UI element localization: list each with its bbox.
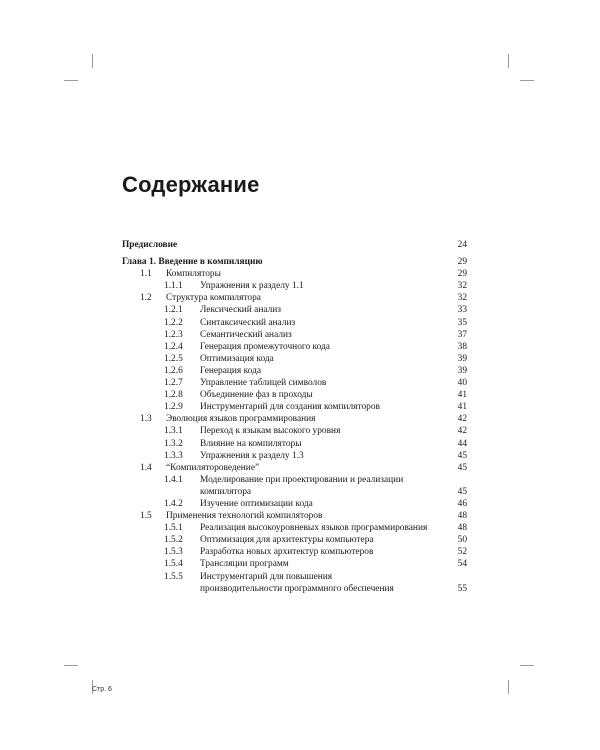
crop-mark <box>64 665 78 666</box>
toc-entry-subsection[interactable] <box>122 534 467 546</box>
toc-entry-subsection[interactable] <box>122 341 467 353</box>
toc-page-number: 35 <box>457 317 467 328</box>
crop-mark <box>520 665 534 666</box>
toc-section-number: 1.5.1 <box>164 523 183 534</box>
toc-entry-section[interactable] <box>122 292 467 304</box>
toc-page-number: 48 <box>457 511 467 522</box>
toc-entry-title: Управление таблицей символов <box>200 378 327 389</box>
toc-section-number: 1.5.2 <box>164 535 183 546</box>
toc-page-number: 55 <box>457 583 467 594</box>
toc-entry-subsection[interactable] <box>122 329 467 341</box>
toc-page-number: 45 <box>457 486 467 497</box>
toc-entry-subsection[interactable] <box>122 365 467 377</box>
toc-entry-title: Генерация промежуточного кода <box>200 341 330 352</box>
toc-section-number: 1.3.1 <box>164 426 183 437</box>
crop-mark <box>508 680 509 694</box>
toc-entry-title: Объединение фаз в проходы <box>200 390 313 401</box>
toc-section-number: 1.2.5 <box>164 353 183 364</box>
toc-page-number: 39 <box>457 353 467 364</box>
toc-page-number: 38 <box>457 341 467 352</box>
toc-page-number: 41 <box>457 402 467 413</box>
toc-entry-subsection[interactable] <box>122 558 467 570</box>
toc-entry-title: Эволюция языков программирования <box>166 414 316 425</box>
toc-entry-subsection[interactable] <box>122 571 467 583</box>
toc-section-number: 1.2.7 <box>164 378 183 389</box>
toc-entry-subsection[interactable] <box>122 450 467 462</box>
toc-section-number: 1.5.4 <box>164 559 183 570</box>
toc-section-number: 1.2 <box>140 293 152 304</box>
toc-entry-title: Инструментарий для повышения <box>200 571 333 582</box>
toc-section-number: 1.2.6 <box>164 365 183 376</box>
toc-section-number: 1.5 <box>140 511 152 522</box>
toc-section-number: 1.2.2 <box>164 317 183 328</box>
toc-entry-section[interactable] <box>122 462 467 474</box>
toc-page-number: 32 <box>457 293 467 304</box>
toc-entry-section[interactable] <box>122 268 467 280</box>
toc-page-number: 39 <box>457 365 467 376</box>
toc-page-number: 48 <box>457 523 467 534</box>
toc-page-number: 45 <box>457 450 467 461</box>
toc-entry-title: Компиляторы <box>166 269 221 280</box>
toc-section-number: 1.2.1 <box>164 305 183 316</box>
toc-entry-section[interactable] <box>122 510 467 522</box>
toc-section-number: 1.5.3 <box>164 547 183 558</box>
toc-page-number: 29 <box>457 257 467 268</box>
toc-page-number: 40 <box>457 378 467 389</box>
toc-section-number: 1.4.2 <box>164 498 183 509</box>
toc-entry-subsection[interactable] <box>122 304 467 316</box>
toc-page-number: 44 <box>457 438 467 449</box>
toc-entry-title: Трансляции программ <box>200 559 289 570</box>
toc-page-number: 32 <box>457 281 467 292</box>
toc-entry-title: Оптимизация для архитектуры компьютера <box>200 535 374 546</box>
toc-entry-continuation[interactable] <box>122 486 467 498</box>
toc-entry-title: “Компиляторoведение” <box>166 462 260 473</box>
page-footer-label: Стр. 6 <box>92 686 112 693</box>
toc-entry-subsection[interactable] <box>122 317 467 329</box>
toc-page-number: 42 <box>457 414 467 425</box>
toc-page-number: 46 <box>457 498 467 509</box>
toc-entry-subsection[interactable] <box>122 377 467 389</box>
toc-entry-title: Синтаксический анализ <box>200 317 296 328</box>
page-title: Содержание <box>122 172 260 197</box>
toc-entry-subsection[interactable] <box>122 425 467 437</box>
toc-entry-title: Реализация высокоуровневых языков программирования <box>200 523 428 534</box>
toc-section-number: 1.5.5 <box>164 571 183 582</box>
toc-entry-title: Предисловие <box>122 240 178 250</box>
toc-page-number: 29 <box>457 269 467 280</box>
toc-entry-title: Изучение оптимизации кода <box>200 498 313 509</box>
toc-section-number: 1.1 <box>140 269 152 280</box>
toc-page-number: 50 <box>457 535 467 546</box>
toc-section-number: 1.3.2 <box>164 438 183 449</box>
crop-mark <box>64 80 78 81</box>
toc-entry-title: Упражнения к разделу 1.3 <box>200 450 304 461</box>
toc-section-number: 1.2.8 <box>164 390 183 401</box>
toc-section-number: 1.3 <box>140 414 152 425</box>
toc-entry-subsection[interactable] <box>122 401 467 413</box>
toc-section-number: 1.2.3 <box>164 329 183 340</box>
toc-page-number: 37 <box>457 329 467 340</box>
toc-entry-subsection[interactable] <box>122 280 467 292</box>
toc-entry-subsection[interactable] <box>122 438 467 450</box>
toc-page-number: 24 <box>457 240 467 250</box>
table-of-contents <box>122 239 467 595</box>
toc-page-number: 54 <box>457 559 467 570</box>
toc-entry-preface[interactable] <box>122 239 467 251</box>
toc-entry-title: Упражнения к разделу 1.1 <box>200 281 304 292</box>
toc-entry-title: Применения технологий компиляторов <box>166 511 323 522</box>
toc-section-number: 1.4 <box>140 462 152 473</box>
toc-entry-title: компилятора <box>200 486 252 497</box>
toc-page-number: 52 <box>457 547 467 558</box>
toc-section-number: 1.2.4 <box>164 341 183 352</box>
toc-section-number: 1.4.1 <box>164 474 183 485</box>
toc-entry-subsection[interactable] <box>122 546 467 558</box>
toc-entry-title: Глава 1. Введение в компиляцию <box>122 257 263 268</box>
toc-entry-title: Оптимизация кода <box>200 353 274 364</box>
toc-entry-subsection[interactable] <box>122 522 467 534</box>
crop-mark <box>520 80 534 81</box>
toc-entry-section[interactable] <box>122 413 467 425</box>
toc-entry-continuation[interactable] <box>122 583 467 595</box>
toc-page-number: 45 <box>457 462 467 473</box>
toc-entry-title: Семантический анализ <box>200 329 292 340</box>
toc-page-number: 42 <box>457 426 467 437</box>
toc-section-number: 1.1.1 <box>164 281 183 292</box>
crop-mark <box>92 54 93 68</box>
toc-entry-title: Влияние на компиляторы <box>200 438 302 449</box>
toc-entry-title: Переход к языкам высокого уровня <box>200 426 341 437</box>
toc-entry-subsection[interactable] <box>122 474 467 486</box>
toc-page-number: 41 <box>457 390 467 401</box>
toc-entry-title: Структура компилятора <box>166 293 261 304</box>
toc-section-number: 1.2.9 <box>164 402 183 413</box>
toc-entry-title: Инструментарий для создания компиляторов <box>200 402 380 413</box>
toc-entry-subsection[interactable] <box>122 353 467 365</box>
toc-page-number: 33 <box>457 305 467 316</box>
toc-entry-title: Лексический анализ <box>200 305 281 316</box>
toc-entry-title: производительности программного обеспечения <box>200 583 394 594</box>
toc-entry-subsection[interactable] <box>122 498 467 510</box>
toc-entry-title: Моделирование при проектировании и реализации <box>200 474 404 485</box>
toc-entry-subsection[interactable] <box>122 389 467 401</box>
crop-mark <box>508 54 509 68</box>
toc-entry-chapter[interactable] <box>122 256 467 268</box>
toc-entry-title: Генерация кода <box>200 365 262 376</box>
toc-entry-title: Разработка новых архитектур компьютеров <box>200 547 374 558</box>
toc-section-number: 1.3.3 <box>164 450 183 461</box>
